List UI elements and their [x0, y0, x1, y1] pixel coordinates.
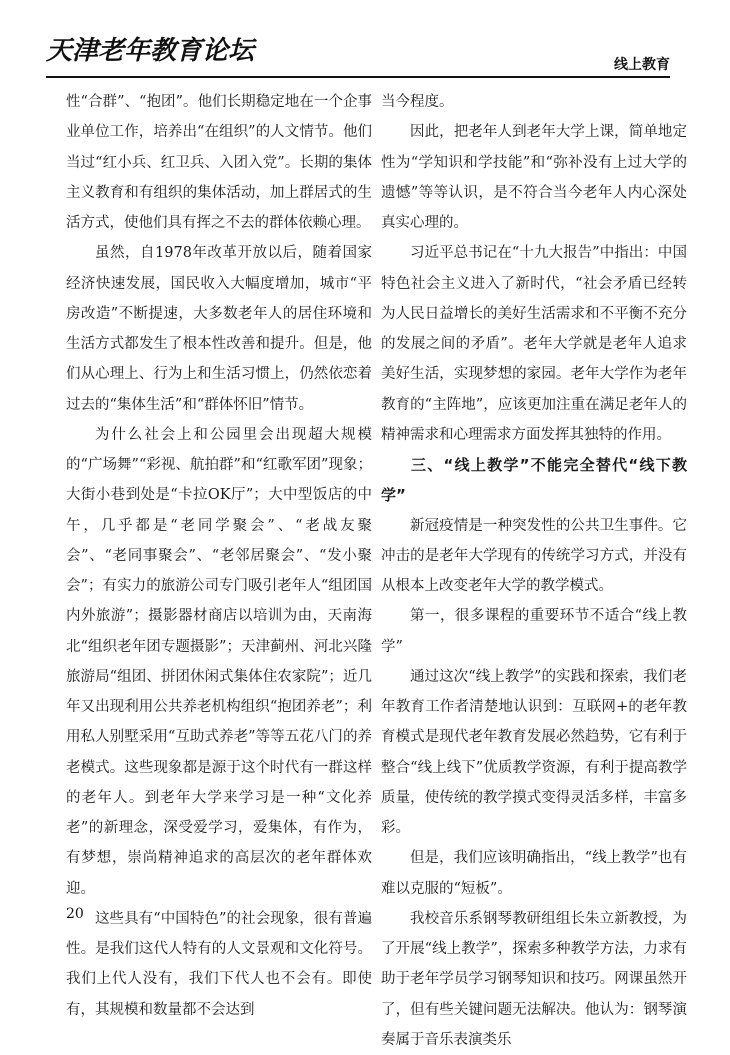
section-heading: 三、“线上教学”不能完全替代“线下教学” [381, 456, 687, 505]
paragraph: 性“合群”、“抱团”。他们长期稳定地在一个企事业单位工作，培养出“在组织”的人文情节。他们当过“红小兵、红卫兵、入团入党”。长期的集体主义教育和有组织的集体活动，加上群居式的生活方式，使他们具有挥之不去的群体依赖心理。 [66, 94, 372, 231]
paragraph: 因此，把老年人到老年大学上课，简单地定性为“学知识和学技能”和“弥补没有上过大学的遗憾”等等认识，是不符合当今老年人内心深处真实心理的。 [381, 124, 687, 231]
paragraph: 为什么社会上和公园里会出现超大规模的“广场舞”“彩视、航拍群”和“红歌军团”现象；大街小巷到处是“卡拉OK厅”；大中型饭店的中午，几乎都是“老同学聚会”、“老战友聚会”、“老同事聚会”、“老邻居聚会”、“发小聚会”；有实力的旅游公司专门吸引老年人“组团国内外旅游”；摄影器材商店以培训为由，天南海北“组织老年团专题摄影”；天津蓟州、河北兴隆旅游局“组团、拼团休闲式集体住农家院”；近几年又出现利用公共养老机构组织“抱团养老”；利用私人别墅采用“互助式养老”等等五花八门的养老模式。这些现象都是源于这个时代有一群这样的老年人。到老年大学来学习是一种“文化养老”的新理念，深受爱学习，爱集体，有作为，有梦想，崇尚精神追求的高层次的老年群体欢迎。 [66, 426, 372, 897]
paragraph: 新冠疫情是一种突发性的公共卫生事件。它冲击的是老年大学现有的传统学习方式，并没有从根本上改变老年大学的教学模式。 [381, 517, 687, 594]
right-column [381, 87, 687, 1055]
paragraph: 习近平总书记在“十九大报告”中指出：中国特色社会主义进入了新时代，“社会矛盾已经转为人民日益增长的美好生活需求和不平衡不充分的发展之间的矛盾”。老年大学就是老年人追求美好生活，实现梦想的家园。老年大学作为老年教育的“主阵地”，应该更加注重在满足老年人的精神需求和心理需求方面发挥其独特的作用。 [381, 245, 687, 443]
header-rule [46, 76, 670, 78]
paragraph: 虽然，自1978年改革开放以后，随着国家经济快速发展，国民收入大幅度增加，城市“平房改造”不断提速，大多数老年人的居住环境和生活方式都发生了根本性改善和提升。但是，他们从心理上、行为上和生活习惯上，仍然依恋着过去的“集体生活”和“群体怀旧”情节。 [66, 245, 372, 413]
journal-logo: 天津老年教育论坛 [46, 36, 255, 66]
paragraph: 通过这次“线上教学”的实践和探索，我们老年教育工作者清楚地认识到：互联网+的老年教育模式是现代老年教育发展必然趋势，它有利于整合“线上线下”优质教学资源，有利于提高教学质量，使传统的教学摸式变得灵活多样，丰富多彩。 [381, 668, 687, 836]
paragraph: 但是，我们应该明确指出，“线上教学”也有难以克服的“短板”。 [381, 850, 687, 897]
paragraph: 当今程度。 [381, 94, 454, 110]
page-number: 20 [66, 906, 84, 922]
page-header [0, 0, 730, 80]
paragraph: 这些具有“中国特色”的社会现象，很有普遍性。是我们这代人特有的人文景观和文化符号。我们上代人没有，我们下代人也不会有。即使有，其规模和数量都不会达到 [66, 910, 372, 1018]
section-label: 线上教育 [614, 57, 670, 73]
paragraph: 第一，很多课程的重要环节不适合“线上教学” [381, 608, 687, 655]
left-column [66, 87, 372, 1025]
paragraph: 我校音乐系钢琴教研组组长朱立新教授，为了开展“线上教学”，探索多种教学方法，力求有助于老年学员学习钢琴知识和技巧。网课虽然开了，但有些关键问题无法解决。他认为：钢琴演奏属于音乐表演类乐 [381, 910, 687, 1048]
